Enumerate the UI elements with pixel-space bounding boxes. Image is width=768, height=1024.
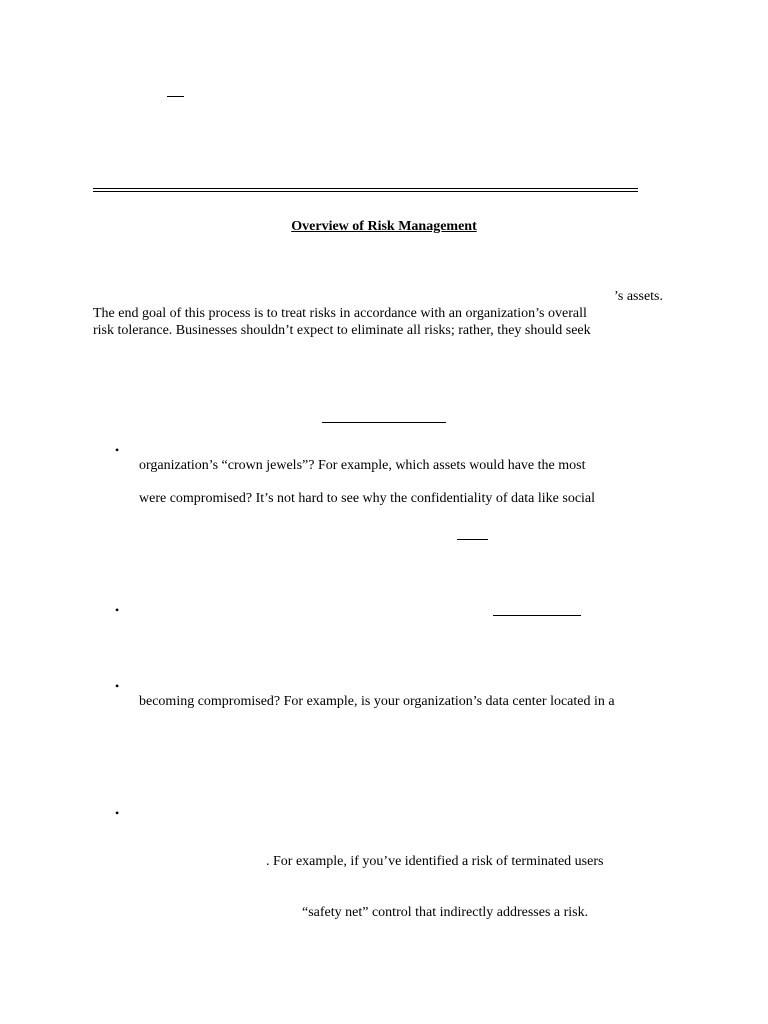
intro-line-3: risk tolerance. Businesses shouldn’t expect to eliminate all risks; rather, they should seek xyxy=(93,323,591,338)
bullet-1-marker: • xyxy=(115,443,120,457)
double-rule-divider xyxy=(93,188,638,192)
bullet-3-line-1: becoming compromised? For example, is your organization’s data center located in a xyxy=(139,694,615,709)
page-title xyxy=(0,219,768,235)
bullet-4-marker: • xyxy=(115,806,120,820)
bullet-1-line-1: organization’s “crown jewels”? For example, which assets would have the most xyxy=(139,458,586,473)
bullet-2-marker: • xyxy=(115,603,120,617)
header-dash xyxy=(167,96,184,97)
section-heading-underline xyxy=(322,422,446,423)
intro-line-1-fragment: ’s assets. xyxy=(614,289,663,304)
intro-line-2: The end goal of this process is to treat risks in accordance with an organization’s overall xyxy=(93,306,587,321)
bullet-4-line-2: “safety net” control that indirectly addresses a risk. xyxy=(302,905,589,920)
bullet-4-line-1: . For example, if you’ve identified a risk of terminated users xyxy=(266,854,604,869)
bullet-1-underline-fragment xyxy=(457,539,488,540)
page-title-text: Overview of Risk Management xyxy=(291,219,477,234)
bullet-1-line-2: were compromised? It’s not hard to see why the confidentiality of data like social xyxy=(139,491,596,506)
bullet-3-marker: • xyxy=(115,679,120,693)
bullet-2-underline-fragment xyxy=(493,615,581,616)
